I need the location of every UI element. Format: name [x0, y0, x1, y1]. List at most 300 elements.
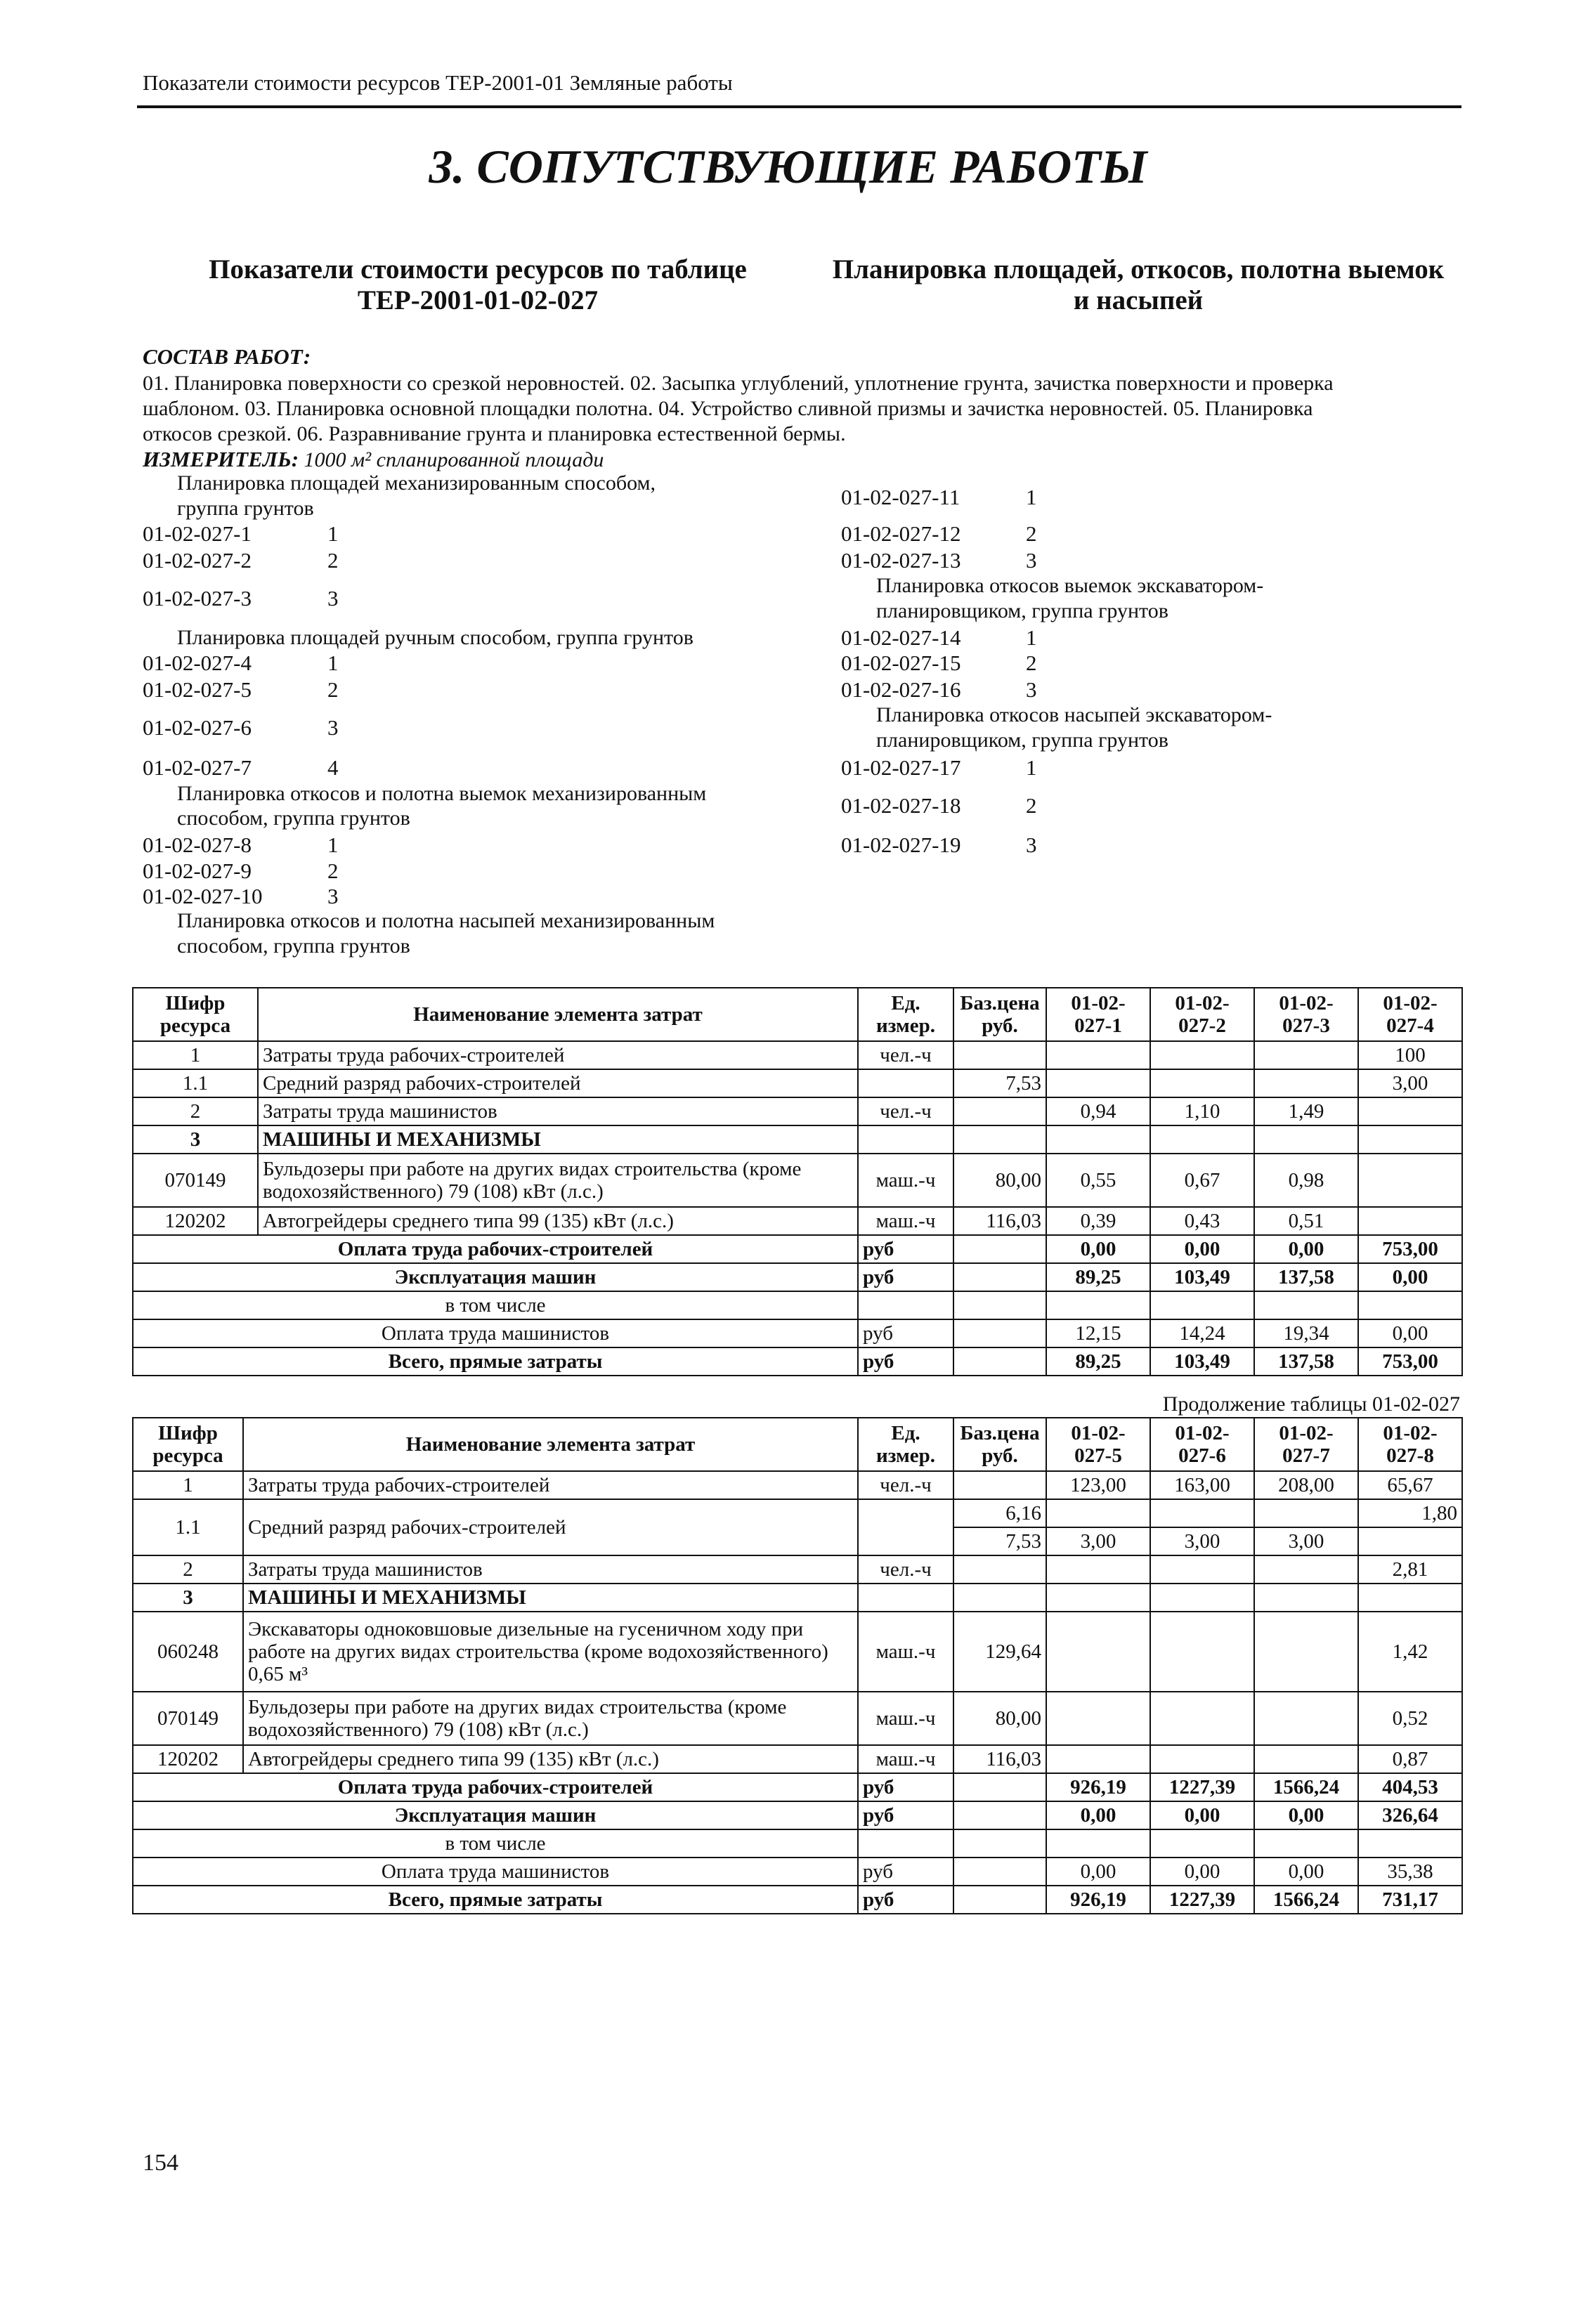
left-group-num: 1: [327, 521, 339, 546]
right-group-num: 3: [1026, 548, 1037, 573]
cell-value: 0,43: [1150, 1207, 1254, 1235]
left-group-num: 1: [327, 651, 339, 675]
left-group-3-line-1: Планировка откосов и полотна выемок механизированным: [177, 782, 707, 805]
cell-code: 2: [133, 1555, 243, 1584]
cell-name: МАШИНЫ И МЕХАНИЗМЫ: [258, 1125, 858, 1154]
right-code: 01-02-027-12: [841, 521, 961, 546]
cell-price: [953, 1097, 1046, 1125]
summary-value: 0,00: [1358, 1319, 1462, 1347]
cell-unit: маш.-ч: [858, 1692, 953, 1745]
cell-value: [1046, 1499, 1150, 1527]
cell-value: [1046, 1555, 1150, 1584]
left-group-num: 3: [327, 884, 339, 908]
left-code: 01-02-027-8: [143, 833, 252, 857]
right-code: 01-02-027-19: [841, 833, 961, 857]
summary-label: в том числе: [133, 1829, 858, 1858]
cell-price: [953, 1471, 1046, 1499]
cell-value: 1,10: [1150, 1097, 1254, 1125]
right-group-num: 2: [1026, 793, 1037, 818]
cell-value: [1254, 1069, 1358, 1097]
cell-value: [1254, 1612, 1358, 1692]
summary-value: [1358, 1291, 1462, 1319]
cell-unit: маш.-ч: [858, 1612, 953, 1692]
cell-value: [1150, 1555, 1254, 1584]
subtitle-left-line-1: Показатели стоимости ресурсов по таблице: [209, 254, 747, 285]
summary-unit: руб: [858, 1235, 953, 1263]
header-col: [1150, 988, 1254, 1041]
header-code: [133, 1418, 243, 1471]
header-price-line-2: руб.: [982, 1444, 1018, 1467]
meter: [143, 447, 604, 472]
summary-value: 1566,24: [1254, 1886, 1358, 1914]
cell-value: [1358, 1097, 1462, 1125]
header-code-line-2: ресурса: [159, 1014, 231, 1037]
header-code-line-1: Шифр: [158, 1422, 218, 1444]
cell-value: 208,00: [1254, 1471, 1358, 1499]
cell-value: 7,53: [953, 1527, 1046, 1555]
header-col-line-2: 027-5: [1074, 1444, 1122, 1467]
table-header-row: [133, 988, 1462, 1041]
right-code: 01-02-027-16: [841, 677, 961, 702]
summary-value: [1150, 1829, 1254, 1858]
summary-price: [953, 1801, 1046, 1829]
cell-value: [1254, 1584, 1358, 1612]
left-code: 01-02-027-10: [143, 884, 263, 908]
cell-price: 116,03: [953, 1207, 1046, 1235]
right-group-1-line-1: Планировка откосов выемок экскаватором-: [876, 574, 1264, 597]
cell-value: [1254, 1041, 1358, 1069]
summary-unit: руб: [858, 1858, 953, 1886]
cell-value: 1,49: [1254, 1097, 1358, 1125]
summary-value: 89,25: [1046, 1263, 1150, 1291]
summary-value: 0,00: [1046, 1801, 1150, 1829]
cell-value: 2,81: [1358, 1555, 1462, 1584]
right-code: 01-02-027-18: [841, 793, 961, 818]
summary-value: 0,00: [1254, 1801, 1358, 1829]
header-col-line-2: 027-7: [1282, 1444, 1330, 1467]
cell-code: 1: [133, 1041, 258, 1069]
header-price-line-1: Баз.цена: [960, 1422, 1040, 1444]
summary-price: [953, 1886, 1046, 1914]
right-group-num: 2: [1026, 521, 1037, 546]
summary-value: 89,25: [1046, 1347, 1150, 1376]
header-col-line-2: 027-3: [1282, 1014, 1330, 1037]
cell-value: [1150, 1499, 1254, 1527]
table-continuation-label: Продолжение таблицы 01-02-027: [1162, 1392, 1460, 1416]
cell-code: 070149: [133, 1692, 243, 1745]
header-col-line-1: 01-02-: [1071, 992, 1126, 1014]
summary-value: 753,00: [1358, 1235, 1462, 1263]
header-col: [1046, 1418, 1150, 1471]
table-row: [133, 1471, 1462, 1499]
table-row: [133, 1612, 1462, 1692]
composition-label: СОСТАВ РАБОТ:: [143, 344, 311, 369]
right-code: 01-02-027-13: [841, 548, 961, 573]
header-price-line-2: руб.: [982, 1014, 1018, 1037]
summary-value: 0,00: [1150, 1858, 1254, 1886]
header-name: Наименование элемента затрат: [243, 1418, 858, 1471]
summary-unit: руб: [858, 1886, 953, 1914]
cell-value: 163,00: [1150, 1471, 1254, 1499]
summary-value: [1254, 1829, 1358, 1858]
left-group-num: 2: [327, 677, 339, 702]
cell-name: Затраты труда рабочих-строителей: [258, 1041, 858, 1069]
header-rule: [137, 105, 1461, 108]
summary-value: 404,53: [1358, 1773, 1462, 1801]
summary-row: [133, 1858, 1462, 1886]
summary-row: [133, 1347, 1462, 1376]
cell-unit: чел.-ч: [858, 1041, 953, 1069]
summary-value: 35,38: [1358, 1858, 1462, 1886]
cell-value: 123,00: [1046, 1471, 1150, 1499]
cell-value: [1254, 1745, 1358, 1773]
header-unit: [858, 988, 953, 1041]
cell-value: [1046, 1125, 1150, 1154]
left-code: 01-02-027-6: [143, 715, 252, 740]
summary-value: 1227,39: [1150, 1886, 1254, 1914]
cell-price: [953, 1584, 1046, 1612]
cell-price: 116,03: [953, 1745, 1046, 1773]
cell-unit: маш.-ч: [858, 1745, 953, 1773]
cell-price: 80,00: [953, 1692, 1046, 1745]
header-col-line-2: 027-4: [1386, 1014, 1434, 1037]
summary-label: Эксплуатация машин: [133, 1263, 858, 1291]
cell-value: [1150, 1745, 1254, 1773]
summary-price: [953, 1263, 1046, 1291]
summary-value: 12,15: [1046, 1319, 1150, 1347]
cell-value: 0,87: [1358, 1745, 1462, 1773]
left-group-4-line-2: способом, группа грунтов: [177, 934, 410, 958]
cell-unit: [858, 1499, 953, 1555]
left-code: 01-02-027-2: [143, 548, 252, 573]
cell-code: 1.1: [133, 1069, 258, 1097]
header-col: [1254, 988, 1358, 1041]
cell-value: [1150, 1069, 1254, 1097]
cell-unit: чел.-ч: [858, 1555, 953, 1584]
cell-value: 3,00: [1358, 1069, 1462, 1097]
resource-table-1: [132, 987, 1463, 1376]
summary-row: [133, 1319, 1462, 1347]
subtitle-left-line-2: ТЕР-2001-01-02-027: [357, 285, 599, 315]
summary-label: Оплата труда рабочих-строителей: [133, 1773, 858, 1801]
summary-row: [133, 1801, 1462, 1829]
summary-value: 137,58: [1254, 1263, 1358, 1291]
cell-name: Автогрейдеры среднего типа 99 (135) кВт (л.с.): [243, 1745, 858, 1773]
summary-value: [1046, 1829, 1150, 1858]
summary-value: [1358, 1829, 1462, 1858]
right-code: 01-02-027-15: [841, 651, 961, 675]
right-group-num: 3: [1026, 833, 1037, 857]
header-col: [1150, 1418, 1254, 1471]
cell-value: [1046, 1041, 1150, 1069]
summary-value: [1254, 1291, 1358, 1319]
cell-value: [1254, 1692, 1358, 1745]
cell-value: 3,00: [1150, 1527, 1254, 1555]
cell-value: [1046, 1612, 1150, 1692]
cell-value: [1358, 1125, 1462, 1154]
left-group-2: Планировка площадей ручным способом, группа грунтов: [177, 626, 693, 649]
right-group-num: 1: [1026, 625, 1037, 650]
header-col: [1046, 988, 1150, 1041]
cell-code: 060248: [133, 1612, 243, 1692]
left-group-1-line-1: Планировка площадей механизированным способом,: [177, 471, 656, 495]
header-col-line-1: 01-02-: [1279, 992, 1334, 1014]
cell-name: Затраты труда машинистов: [258, 1097, 858, 1125]
right-group-num: 1: [1026, 755, 1037, 780]
table-row: [133, 1125, 1462, 1154]
cell-price: [953, 1555, 1046, 1584]
header-col-line-2: 027-8: [1386, 1444, 1434, 1467]
summary-unit: руб: [858, 1773, 953, 1801]
summary-unit: [858, 1829, 953, 1858]
cell-value: [1046, 1745, 1150, 1773]
summary-price: [953, 1829, 1046, 1858]
section-title: 3. СОПУТСТВУЮЩИЕ РАБОТЫ: [429, 140, 1147, 193]
summary-value: 0,00: [1358, 1263, 1462, 1291]
header-price: [953, 1418, 1046, 1471]
cell-value: 65,67: [1358, 1471, 1462, 1499]
summary-unit: руб: [858, 1801, 953, 1829]
summary-price: [953, 1291, 1046, 1319]
right-group-2-line-1: Планировка откосов насыпей экскаватором-: [876, 703, 1272, 726]
cell-value: 0,52: [1358, 1692, 1462, 1745]
header-col-line-2: 027-1: [1074, 1014, 1122, 1037]
cell-value: [1046, 1584, 1150, 1612]
summary-value: 1566,24: [1254, 1773, 1358, 1801]
left-group-num: 2: [327, 548, 339, 573]
running-header: Показатели стоимости ресурсов ТЕР-2001-01 Земляные работы: [143, 70, 733, 95]
cell-name: Бульдозеры при работе на других видах строительства (кроме водохозяйственного) 79 (108) кВт (л.с.): [258, 1154, 858, 1207]
left-code: 01-02-027-3: [143, 586, 252, 611]
header-col-line-1: 01-02-: [1071, 1422, 1126, 1444]
table-row: [133, 1584, 1462, 1612]
subtitle-right-line-2: и насыпей: [1073, 285, 1204, 315]
header-unit-line-1: Ед.: [891, 1422, 920, 1444]
summary-value: 137,58: [1254, 1347, 1358, 1376]
summary-row: [133, 1829, 1462, 1858]
cell-value: 3,00: [1046, 1527, 1150, 1555]
cell-name: Бульдозеры при работе на других видах строительства (кроме водохозяйственного) 79 (108) кВт (л.с.): [243, 1692, 858, 1745]
cell-value: [1046, 1069, 1150, 1097]
cell-value: 0,67: [1150, 1154, 1254, 1207]
meter-label: ИЗМЕРИТЕЛЬ:: [143, 447, 299, 471]
cell-name: Средний разряд рабочих-строителей: [258, 1069, 858, 1097]
cell-price: [953, 1041, 1046, 1069]
summary-row: [133, 1291, 1462, 1319]
cell-value: 6,16: [953, 1499, 1046, 1527]
cell-code: 3: [133, 1584, 243, 1612]
cell-name: Затраты труда рабочих-строителей: [243, 1471, 858, 1499]
summary-value: 0,00: [1046, 1858, 1150, 1886]
header-col-line-1: 01-02-: [1279, 1422, 1334, 1444]
cell-value: 0,55: [1046, 1154, 1150, 1207]
cell-value: [1254, 1555, 1358, 1584]
cell-value: [1254, 1499, 1358, 1527]
cell-code: 2: [133, 1097, 258, 1125]
composition-line-2: шаблоном. 03. Планировка основной площадки полотна. 04. Устройство сливной призмы и зачистка неровностей. 05. Планировка: [143, 397, 1313, 420]
header-col-line-1: 01-02-: [1383, 1422, 1438, 1444]
summary-value: 0,00: [1254, 1235, 1358, 1263]
table-row: [133, 1499, 1462, 1527]
summary-label: в том числе: [133, 1291, 858, 1319]
cell-value: [1358, 1207, 1462, 1235]
cell-name: Затраты труда машинистов: [243, 1555, 858, 1584]
summary-value: 731,17: [1358, 1886, 1462, 1914]
cell-name: МАШИНЫ И МЕХАНИЗМЫ: [243, 1584, 858, 1612]
cell-code: 1: [133, 1471, 243, 1499]
cell-value: [1046, 1692, 1150, 1745]
left-code: 01-02-027-7: [143, 755, 252, 780]
subtitle-right: [815, 254, 1461, 316]
summary-row: [133, 1235, 1462, 1263]
subtitle-left: [162, 254, 794, 316]
cell-value: 0,51: [1254, 1207, 1358, 1235]
subtitle-right-line-1: Планировка площадей, откосов, полотна выемок: [832, 254, 1445, 285]
summary-unit: руб: [858, 1263, 953, 1291]
summary-label: Оплата труда рабочих-строителей: [133, 1235, 858, 1263]
header-col-line-1: 01-02-: [1383, 992, 1438, 1014]
table-row: [133, 1745, 1462, 1773]
right-code: 01-02-027-17: [841, 755, 961, 780]
cell-price: 7,53: [953, 1069, 1046, 1097]
summary-label: Всего, прямые затраты: [133, 1886, 858, 1914]
summary-value: [1150, 1291, 1254, 1319]
right-group-num: 2: [1026, 651, 1037, 675]
cell-value: 0,94: [1046, 1097, 1150, 1125]
summary-unit: руб: [858, 1347, 953, 1376]
cell-unit: [858, 1125, 953, 1154]
cell-value: [1358, 1527, 1462, 1555]
left-group-num: 3: [327, 715, 339, 740]
cell-value: [1150, 1692, 1254, 1745]
table-row: [133, 1154, 1462, 1207]
right-group-num: 1: [1026, 485, 1037, 509]
cell-unit: маш.-ч: [858, 1207, 953, 1235]
cell-code: 120202: [133, 1745, 243, 1773]
summary-value: 926,19: [1046, 1886, 1150, 1914]
header-col-line-2: 027-2: [1178, 1014, 1226, 1037]
left-group-num: 4: [327, 755, 339, 780]
cell-price: 80,00: [953, 1154, 1046, 1207]
summary-price: [953, 1858, 1046, 1886]
table-row: [133, 1097, 1462, 1125]
right-code: 01-02-027-14: [841, 625, 961, 650]
header-code: [133, 988, 258, 1041]
cell-unit: маш.-ч: [858, 1154, 953, 1207]
cell-code: 120202: [133, 1207, 258, 1235]
summary-unit: руб: [858, 1319, 953, 1347]
header-code-line-2: ресурса: [152, 1444, 223, 1467]
right-group-1-line-2: планировщиком, группа грунтов: [876, 599, 1168, 622]
table-header-row: [133, 1418, 1462, 1471]
cell-unit: [858, 1069, 953, 1097]
summary-value: 0,00: [1150, 1801, 1254, 1829]
cell-code: 070149: [133, 1154, 258, 1207]
cell-code: 3: [133, 1125, 258, 1154]
left-group-num: 1: [327, 833, 339, 857]
header-unit-line-2: измер.: [876, 1444, 935, 1467]
cell-value: 1,80: [1358, 1499, 1462, 1527]
header-name: Наименование элемента затрат: [258, 988, 858, 1041]
summary-value: 326,64: [1358, 1801, 1462, 1829]
summary-price: [953, 1347, 1046, 1376]
page-number: 154: [143, 2150, 178, 2176]
cell-value: [1150, 1612, 1254, 1692]
header-col-line-2: 027-6: [1178, 1444, 1226, 1467]
table-row: [133, 1555, 1462, 1584]
left-group-1-line-2: группа грунтов: [177, 497, 314, 520]
cell-value: 3,00: [1254, 1527, 1358, 1555]
summary-unit: [858, 1291, 953, 1319]
cell-unit: чел.-ч: [858, 1471, 953, 1499]
cell-value: [1254, 1125, 1358, 1154]
summary-label: Эксплуатация машин: [133, 1801, 858, 1829]
right-code: 01-02-027-11: [841, 485, 960, 509]
cell-value: 1,42: [1358, 1612, 1462, 1692]
cell-name: Средний разряд рабочих-строителей: [243, 1499, 858, 1555]
header-unit-line-2: измер.: [876, 1014, 935, 1037]
cell-price: 129,64: [953, 1612, 1046, 1692]
summary-label: Оплата труда машинистов: [133, 1319, 858, 1347]
header-col: [1254, 1418, 1358, 1471]
summary-price: [953, 1773, 1046, 1801]
cell-value: 100: [1358, 1041, 1462, 1069]
cell-value: 0,98: [1254, 1154, 1358, 1207]
cell-name: Экскаваторы одноковшовые дизельные на гусеничном ходу при работе на других видах строительства (кроме водохозяйственного) 0,65 м³: [243, 1612, 858, 1692]
left-code: 01-02-027-1: [143, 521, 252, 546]
left-code: 01-02-027-9: [143, 859, 252, 883]
left-code: 01-02-027-4: [143, 651, 252, 675]
cell-code: 1.1: [133, 1499, 243, 1555]
left-group-num: 3: [327, 586, 339, 611]
left-group-4-line-1: Планировка откосов и полотна насыпей механизированным: [177, 909, 715, 932]
summary-label: Всего, прямые затраты: [133, 1347, 858, 1376]
summary-value: 19,34: [1254, 1319, 1358, 1347]
cell-price: [953, 1125, 1046, 1154]
table-row: [133, 1041, 1462, 1069]
header-col-line-1: 01-02-: [1175, 1422, 1230, 1444]
left-group-3-line-2: способом, группа грунтов: [177, 807, 410, 830]
composition-line-1: 01. Планировка поверхности со срезкой неровностей. 02. Засыпка углублений, уплотнение грунта, зачистка поверхности и проверка: [143, 372, 1334, 395]
composition-line-3: откосов срезкой. 06. Разравнивание грунта и планировка естественной бермы.: [143, 422, 846, 445]
left-group-num: 2: [327, 859, 339, 883]
table-row: [133, 1692, 1462, 1745]
summary-value: 0,00: [1254, 1858, 1358, 1886]
header-col: [1358, 988, 1462, 1041]
summary-value: 926,19: [1046, 1773, 1150, 1801]
cell-value: [1150, 1584, 1254, 1612]
cell-value: [1358, 1584, 1462, 1612]
summary-value: [1046, 1291, 1150, 1319]
summary-value: 14,24: [1150, 1319, 1254, 1347]
cell-value: 0,39: [1046, 1207, 1150, 1235]
summary-row: [133, 1886, 1462, 1914]
resource-table-2: [132, 1417, 1463, 1914]
left-code: 01-02-027-5: [143, 677, 252, 702]
cell-value: [1358, 1154, 1462, 1207]
header-unit: [858, 1418, 953, 1471]
header-unit-line-1: Ед.: [891, 992, 920, 1014]
cell-unit: [858, 1584, 953, 1612]
summary-row: [133, 1773, 1462, 1801]
cell-value: [1150, 1041, 1254, 1069]
summary-value: 103,49: [1150, 1263, 1254, 1291]
summary-value: 753,00: [1358, 1347, 1462, 1376]
table-row: [133, 1069, 1462, 1097]
header-col: [1358, 1418, 1462, 1471]
right-group-num: 3: [1026, 677, 1037, 702]
summary-label: Оплата труда машинистов: [133, 1858, 858, 1886]
